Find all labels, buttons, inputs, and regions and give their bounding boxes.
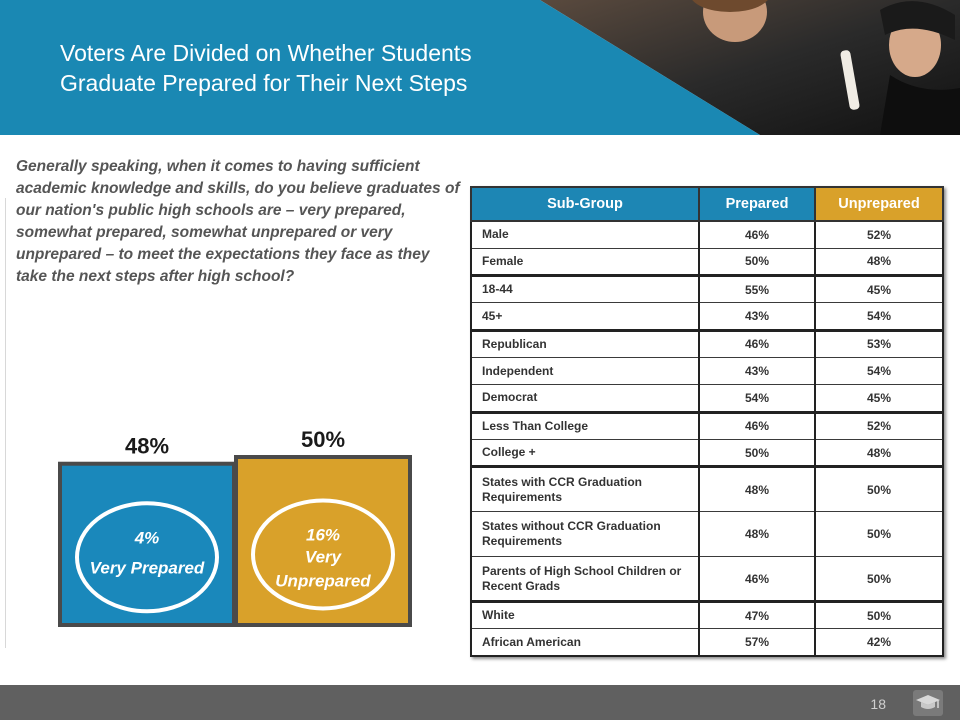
sub-value-percent: 4% — [134, 528, 160, 548]
unprepared-cell: 52% — [815, 221, 943, 248]
unprepared-cell: 48% — [815, 248, 943, 275]
prepared-cell: 46% — [699, 330, 815, 357]
table-row — [471, 412, 943, 439]
subgroup-cell: White — [471, 602, 699, 629]
page-title-line1: Voters Are Divided on Whether Students — [60, 40, 472, 66]
subgroup-cell: Parents of High School Children or Recent Grads — [471, 557, 699, 602]
subgroup-cell: Republican — [471, 330, 699, 357]
prepared-cell: 57% — [699, 629, 815, 656]
graduation-cap-icon — [912, 689, 944, 717]
subgroup-cell: African American — [471, 629, 699, 656]
table-row — [471, 467, 943, 512]
table-header-row — [471, 187, 943, 221]
subgroup-cell: Female — [471, 248, 699, 275]
prepared-cell: 50% — [699, 248, 815, 275]
table-row — [471, 221, 943, 248]
prepared-cell: 47% — [699, 602, 815, 629]
bar-value-label: 50% — [300, 427, 346, 452]
bar-value-label: 48% — [124, 433, 170, 459]
unprepared-cell: 45% — [815, 276, 943, 303]
unprepared-cell: 50% — [815, 602, 943, 629]
table-row — [471, 357, 943, 384]
prepared-cell: 54% — [699, 385, 815, 412]
table-row — [471, 303, 943, 330]
subgroup-cell: States with CCR Graduation Requirements — [471, 467, 699, 512]
table-row — [471, 602, 943, 629]
footer-bar — [0, 685, 960, 720]
table-row — [471, 248, 943, 275]
table-row — [471, 439, 943, 466]
prepared-cell: 46% — [699, 221, 815, 248]
survey-question: Generally speaking, when it comes to having sufficient academic knowledge and skills, do you believe graduates of our nation's public high schools are – very prepared, somewhat prepared, somewhat unprepared or very unprepared – to meet the expectations they face as they take the next steps after high school? — [16, 158, 460, 285]
prepared-cell: 55% — [699, 276, 815, 303]
unprepared-cell: 50% — [815, 467, 943, 512]
unprepared-cell: 50% — [815, 557, 943, 602]
prepared-cell: 46% — [699, 412, 815, 439]
unprepared-cell: 53% — [815, 330, 943, 357]
unprepared-cell: 52% — [815, 412, 943, 439]
prepared-cell: 46% — [699, 557, 815, 602]
sub-value-percent: 16% — [305, 525, 341, 545]
header-unprepared: Unprepared — [815, 187, 943, 221]
table-body — [471, 221, 943, 656]
table-row — [471, 629, 943, 656]
page-number: 18 — [870, 696, 886, 712]
unprepared-cell: 50% — [815, 512, 943, 557]
prepared-cell: 50% — [699, 439, 815, 466]
subgroup-cell: 18-44 — [471, 276, 699, 303]
header-subgroup: Sub-Group — [471, 187, 699, 221]
subgroup-cell: Less Than College — [471, 412, 699, 439]
unprepared-cell: 45% — [815, 385, 943, 412]
subgroup-cell: College + — [471, 439, 699, 466]
header-prepared: Prepared — [699, 187, 815, 221]
subgroup-cell: 45+ — [471, 303, 699, 330]
unprepared-cell: 54% — [815, 303, 943, 330]
page-title — [60, 38, 580, 98]
unprepared-cell: 42% — [815, 629, 943, 656]
sub-value-label: Very Unprepared — [275, 547, 371, 591]
unprepared-cell: 54% — [815, 357, 943, 384]
table-row — [471, 557, 943, 602]
subgroup-cell: Male — [471, 221, 699, 248]
unprepared-cell: 48% — [815, 439, 943, 466]
table-row — [471, 512, 943, 557]
subgroup-cell: States without CCR Graduation Requirements — [471, 512, 699, 557]
subgroup-cell: Democrat — [471, 385, 699, 412]
table-row — [471, 330, 943, 357]
page-title-line2: Graduate Prepared for Their Next Steps — [60, 70, 468, 96]
prepared-cell: 43% — [699, 357, 815, 384]
panel-divider — [5, 198, 6, 648]
subgroup-cell: Independent — [471, 357, 699, 384]
prepared-vs-unprepared-chart — [40, 415, 420, 635]
prepared-cell: 48% — [699, 512, 815, 557]
sub-value-label: Very Prepared — [89, 558, 205, 578]
prepared-cell: 43% — [699, 303, 815, 330]
prepared-cell: 48% — [699, 467, 815, 512]
header-band — [0, 0, 960, 135]
subgroup-table — [470, 186, 944, 657]
table-row — [471, 385, 943, 412]
table-row — [471, 276, 943, 303]
